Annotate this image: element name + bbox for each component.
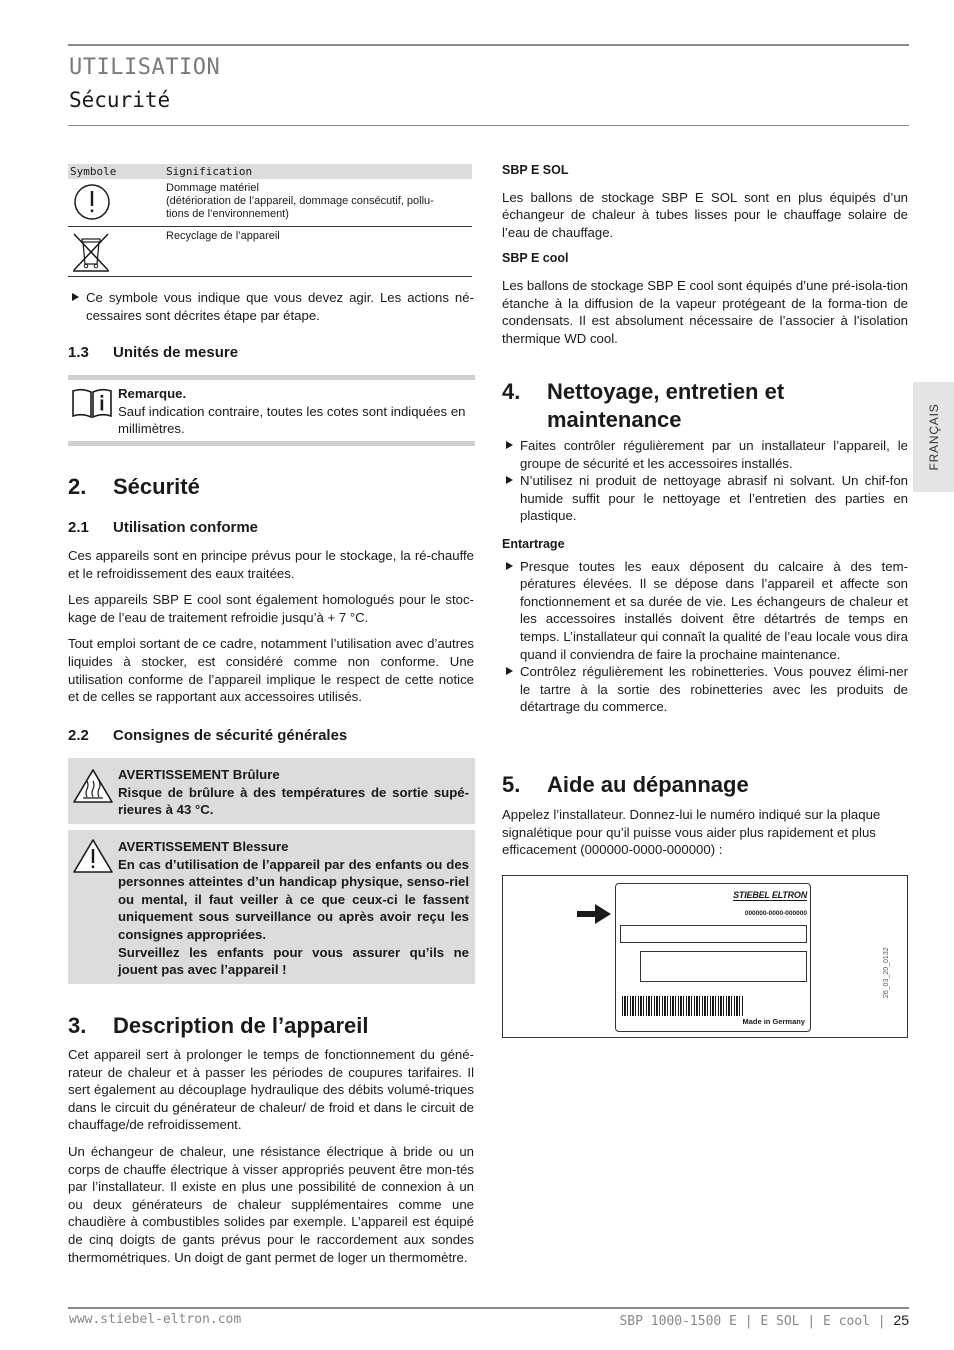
heading-4: 4. Nettoyage, entretien et maintenance: [502, 379, 785, 432]
meaning-cell: Dommage matériel (détérioration de l’appareil, dommage consécutif, pollu- tions de l’environnement): [164, 179, 472, 227]
heading-5: 5. Aide au dépannage: [502, 772, 749, 797]
list-item: N’utilisez ni produit de nettoyage abrasif ni solvant. Un chif-fon humide suffit pour le nettoyage et l’entretien des parties en plastique.: [502, 472, 908, 525]
serial-number: 000000-0000-000000: [744, 910, 807, 917]
heading-2: 2. Sécurité: [68, 474, 200, 499]
remark-top-bar: [68, 375, 475, 380]
heading-1-3: 1.3 Unités de mesure: [68, 344, 239, 361]
warning-title: AVERTISSEMENT Blessure: [118, 839, 289, 854]
language-tab: FRANÇAIS: [913, 382, 954, 492]
table-row: [68, 227, 472, 277]
entartrage-heading: Entartrage: [502, 536, 565, 551]
remark-title: Remarque.: [118, 386, 187, 401]
footer-rule: [68, 1307, 909, 1309]
exclamation-warning-icon: [72, 838, 114, 874]
warning-injury: [68, 830, 475, 984]
footer-model: SBP 1000-1500 E | E SOL | E cool | 25: [619, 1312, 909, 1329]
warning-burn: [68, 758, 475, 824]
heading-2-2: 2.2 Consignes de sécurité générales: [68, 727, 348, 744]
warning-text: En cas d’utilisation de l’appareil par des enfants ou des personnes atteintes d’un handicap physique, senso-riel ou mental, il faut veiller à ce que ceux-ci le fassent uniquement sous surveillance ou après avoir reçu les consignes appropriées.: [118, 856, 469, 942]
warning-text: Risque de brûlure à des températures de sortie supé-rieures à 43 °C.: [118, 784, 469, 818]
page-number: 25: [893, 1312, 909, 1328]
header-bottom-rule: [68, 125, 909, 126]
list-item: Presque toutes les eaux déposent du calcaire à des tem-pératures élevées. Il se dépose dans l’appareil et affecte son fonctionnement et sa durée de vie. Les échangeurs de chaleur et les accessoires installés doivent être détartrés de temps en temps. L’installateur qui connaît la qualité de l’eau locale vous dira quand il conviendra de faire la prochaine maintenance.: [502, 558, 908, 664]
made-in-label: Made in Germany: [742, 1017, 805, 1026]
exclamation-circle-icon: [72, 182, 112, 222]
left-column: [68, 164, 474, 277]
section-4-body: [502, 437, 908, 716]
plate-field: [640, 951, 807, 982]
section-2-1-body: [68, 547, 474, 706]
subsection-title: Sécurité: [69, 88, 171, 112]
figure-reference: 26_03_20_0132: [883, 947, 890, 998]
barcode: [622, 996, 744, 1016]
col-symbol: Symbole: [68, 164, 164, 179]
brand-logo: STIEBEL ELTRON: [733, 890, 807, 900]
meaning-cell: Recyclage de l’appareil: [164, 227, 472, 277]
sbp-sol-heading: SBP E SOL: [502, 163, 569, 177]
warning-title: AVERTISSEMENT Brûlure: [118, 767, 280, 782]
book-icon: [71, 387, 113, 419]
remark-bottom-bar: [68, 441, 475, 446]
footer-url[interactable]: www.stiebel-eltron.com: [69, 1312, 242, 1327]
action-note: Ce symbole vous indique que vous devez agir. Les actions né-cessaires sont décrites étape par étape.: [68, 289, 474, 324]
paragraph: Les ballons de stockage SBP E cool sont équipés d’une pré-isola-tion étanche à la diffusion de la vapeur protégeant de la forma-tion de condensats. Il est absolument nécessaire de l’associer à l’isolation thermique WD cool.: [502, 277, 908, 346]
nameplate-figure: [502, 875, 908, 1038]
arrow-right-icon: [577, 904, 611, 924]
paragraph: Les appareils SBP E cool sont également homologués pour le stoc-kage de l’eau de traitement refroidie jusqu’à + 7 °C.: [68, 592, 474, 625]
header-top-rule: [68, 44, 909, 46]
section-5-body: [502, 806, 908, 859]
paragraph: Ces appareils sont en principe prévus pour le stockage, la ré-chauffe et le refroidissement des eaux traitées.: [68, 548, 474, 581]
paragraph: Tout emploi sortant de ce cadre, notamment l’utilisation avec d’autres liquides à stocker, est considéré comme non conforme. Une utilisation conforme de l’appareil implique le respect de cette notice et de celles se rapportant aux accessoires utilisés.: [68, 636, 474, 705]
symbol-table: [68, 164, 472, 277]
remark: [118, 385, 474, 438]
list-item: Contrôlez régulièrement les robinetteries. Vous pouvez élimi-ner le tartre à la sortie des robinetteries avec les produits de détartrage du commerce.: [502, 663, 908, 716]
section-title: UTILISATION: [69, 55, 221, 80]
section-3-body: [68, 1046, 474, 1266]
crossed-bin-icon: [70, 230, 112, 272]
right-column: [502, 162, 908, 347]
hot-surface-warning-icon: [72, 768, 114, 804]
nameplate: [615, 883, 811, 1032]
remark-text: Sauf indication contraire, toutes les cotes sont indiquées en millimètres.: [118, 403, 466, 437]
list-item: Faites contrôler régulièrement par un installateur l’appareil, le groupe de sécurité et les accessoires installés.: [502, 437, 908, 472]
warning-text-2: Surveillez les enfants pour vous assurer qu’ils ne jouent pas avec l’appareil !: [118, 944, 469, 978]
plate-field: [620, 925, 807, 943]
heading-2-1: 2.1 Utilisation conforme: [68, 519, 259, 536]
paragraph: Cet appareil sert à prolonger le temps de fonctionnement du géné-rateur de chaleur et à passer les périodes de coupures tarifaires. Il sert également au découplage hydraulique des débits volumé-triques dans le circuit du générateur de chaleur/ de froid et dans le circuit de chauffage/de refroidissement.: [68, 1047, 474, 1133]
sbp-cool-heading: SBP E cool: [502, 251, 569, 266]
col-meaning: Signification: [164, 164, 472, 179]
paragraph: Un échangeur de chaleur, une résistance électrique à bride ou un corps de chauffe électrique à visser appropriés peuvent être mon-tés par l’installateur. Il existe en plus une possibilité de connexion à un ou deux générateurs de chaleur supplémentaires comme une chaudière à combustibles solides par exemple. L’appareil est équipé de cinq doigts de gants prévus pour le raccordement aux sondes thermométriques. Un doigt de gant permet de loger un thermomètre.: [68, 1143, 474, 1265]
paragraph: Les ballons de stockage SBP E SOL sont en plus équipés d’un échangeur de chaleur à tubes lisses pour le chauffage solaire de l’eau de chauffage.: [502, 189, 908, 240]
paragraph: Appelez l’installateur. Donnez-lui le numéro indiqué sur la plaque signalétique pour qu’il puisse vous aider plus rapidement et plus efficacement (000000-0000-000000) :: [502, 807, 881, 858]
heading-3: 3. Description de l’appareil: [68, 1013, 369, 1038]
table-row: [68, 179, 472, 227]
